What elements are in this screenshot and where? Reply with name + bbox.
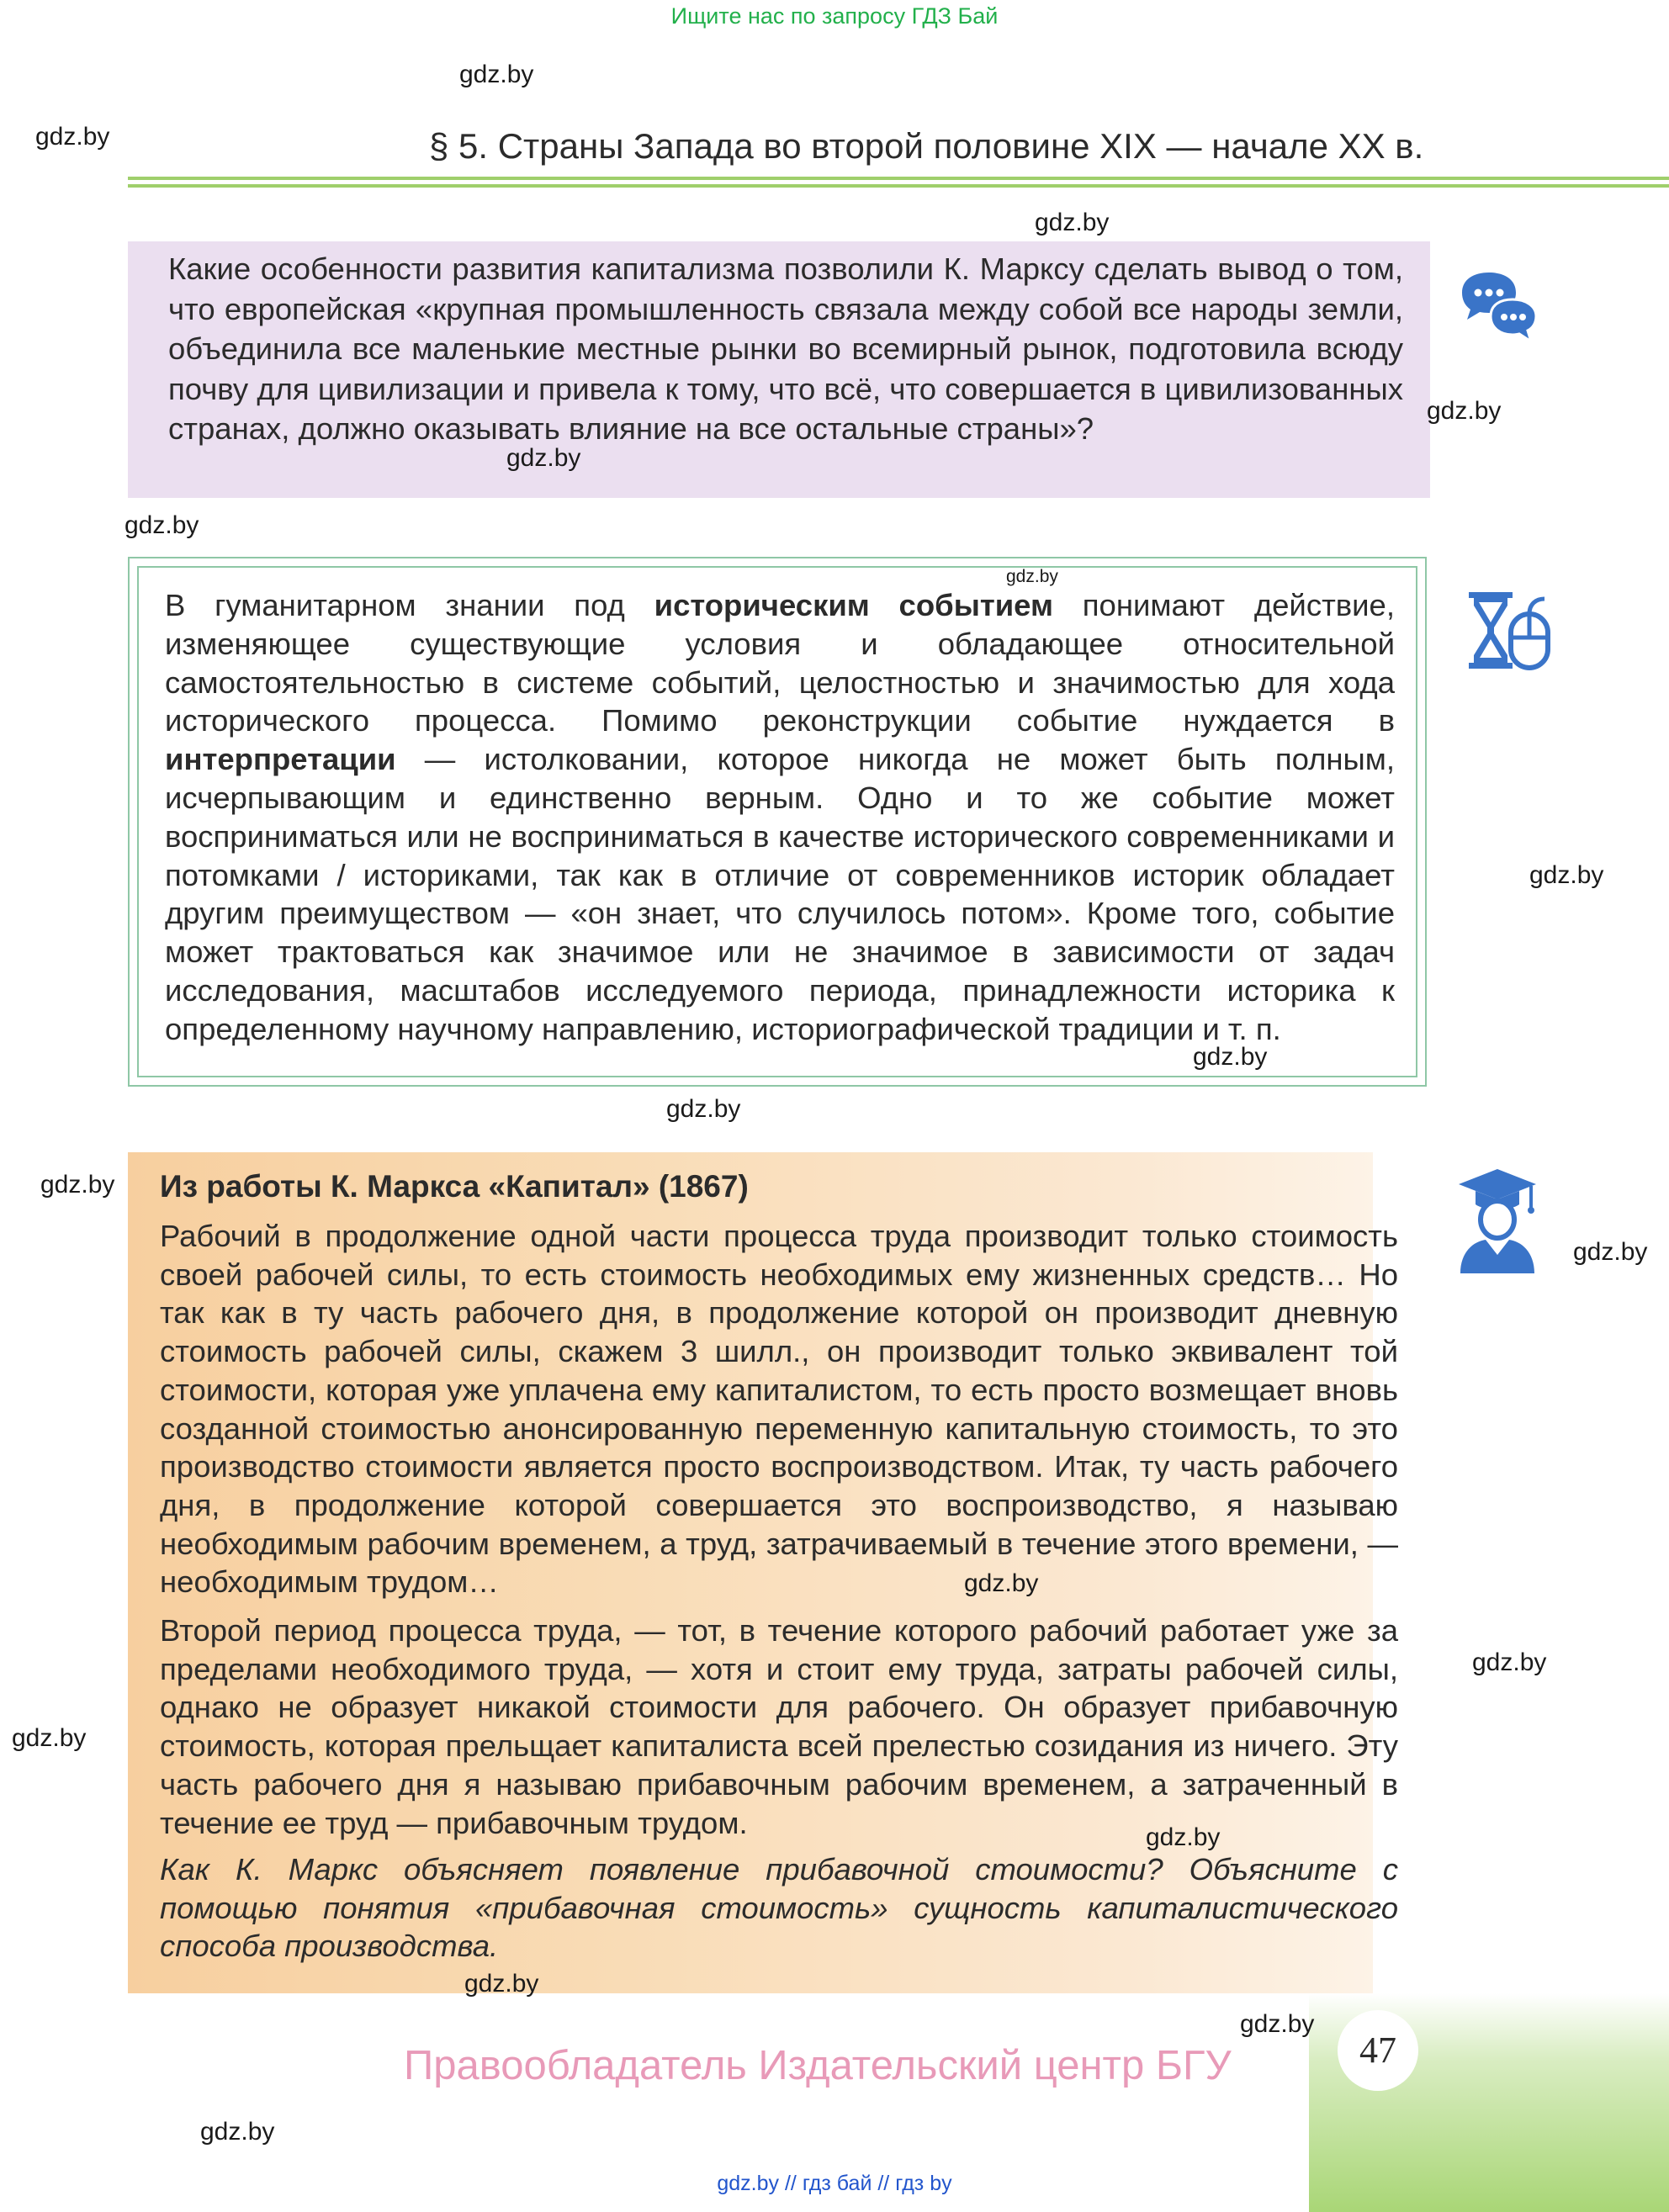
source-paragraph-1: Рабочий в продолжение одной части процесса труда производит только стоимость своей рабочей силы, то есть стоимость необходимых ему жизненных средств… Но так как в ту часть рабочего дня, в продолжение которой он производит дневную стоимость рабочей силы, скажем 3 шилл., он производит только эквивалент той стоимости, которая уже уплачена ему капиталистом, то есть просто возмещает вновь созданной стоимостью анонсированную переменную капитальную стоимость, то это производство стоимости является просто воспроизводством. Итак, ту часть рабочего дня, в продолжение которой совершается это воспроизводство, я называю необходимым рабочим временем, а труд, затрачиваемый в течение этого времени, — необходимым трудом…	[160, 1219, 1398, 1600]
watermark: gdz.by	[459, 61, 534, 88]
section-heading: § 5. Страны Запада во второй половине XIX — начале XX в.	[429, 126, 1424, 166]
watermark: gdz.by	[964, 1569, 1039, 1597]
source-paragraph-2: Второй период процесса труда, — тот, в течение которого рабочий работает уже за пределами необходимого труда, — хотя и стоит ему труда, затраты рабочей силы, однако не образует никакой стоимости для рабочего. Он образует прибавочную стоимость, которая прельщает капиталиста всей прелестью созидания из ничего. Эту часть рабочего дня я называю прибавочным рабочим временем, а затраченный в течение ее труд — прибавочным трудом.	[160, 1613, 1398, 1840]
definition-text-part3: — истолковании, которое никогда не может быть полным, исчерпывающим и единственно верным. Одно и то же событие может восприниматься или не восприниматься в качестве исторического современниками и потомками / историками, так как в отличие от современников историк обладает другим преимуществом — «он знает, что случилось потом». Кроме того, событие может трактоваться как значимое или не значимое в зависимости от задач исследования, масштабов исследуемого периода, принадлежности историка к определенному научному направлению, историографической традиции и т. п.	[165, 742, 1395, 1046]
watermark: gdz.by	[666, 1095, 741, 1123]
watermark: gdz.by	[125, 511, 199, 539]
watermark: gdz.by	[200, 2118, 275, 2146]
watermark: gdz.by	[1193, 1043, 1268, 1071]
copyright-notice: Правообладатель Издательский центр БГУ	[404, 2043, 1232, 2088]
header-rule-bottom	[128, 184, 1669, 188]
discussion-speech-bubbles-icon	[1457, 267, 1541, 345]
watermark: gdz.by	[1240, 2010, 1315, 2038]
watermark: gdz.by	[12, 1724, 87, 1752]
watermark: gdz.by	[1472, 1648, 1547, 1676]
watermark: gdz.by	[1529, 861, 1604, 889]
page-number: 47	[1359, 2029, 1396, 2071]
graduate-scholar-icon	[1455, 1167, 1539, 1275]
definition-text-part1: В гуманитарном знании под	[165, 588, 654, 622]
hourglass-mouse-icon	[1464, 589, 1556, 673]
watermark: gdz.by	[1006, 567, 1058, 586]
watermark: gdz.by	[1146, 1823, 1221, 1851]
top-banner: Ищите нас по запросу ГДЗ Бай	[670, 3, 999, 29]
watermark: gdz.by	[1035, 209, 1110, 236]
watermark: gdz.by	[40, 1171, 115, 1199]
definition-text-part2: понимают действие, изменяющее существующие условия и обладающее относительной самостоятельностью в системе событий, целостностью и значимостью для хода исторического процесса. Помимо реконструкции событие нуждается в	[165, 588, 1396, 738]
term-historical-event: историческим событием	[654, 588, 1054, 622]
definition-text	[165, 586, 1395, 1049]
source-title: Из работы К. Маркса «Капитал» (1867)	[160, 1169, 749, 1204]
watermark: gdz.by	[1573, 1238, 1648, 1266]
bottom-links[interactable]: gdz.by // гдз бай // гдз by	[717, 2172, 952, 2195]
watermark: gdz.by	[506, 444, 581, 472]
header-rule-top	[128, 177, 1669, 180]
watermark: gdz.by	[35, 123, 110, 151]
watermark: gdz.by	[1427, 397, 1502, 425]
term-interpretation: интерпретации	[165, 742, 396, 777]
question-text: Какие особенности развития капитализма позволили К. Марксу сделать вывод о том, что европейская «крупная промышленность связала между собой все народы земли, объединила все маленькие местные рынки во всемирный рынок, подготовила всюду почву для цивилизации и привела к тому, что всё, что совершается в цивилизованных странах, должно оказывать влияние на все остальные страны»?	[168, 251, 1403, 446]
watermark: gdz.by	[464, 1970, 539, 1998]
source-question: Как К. Маркс объясняет появление прибавочной стоимости? Объясните с помощью понятия «прибавочная стоимость» сущность капиталистического способа производства.	[160, 1852, 1398, 1964]
